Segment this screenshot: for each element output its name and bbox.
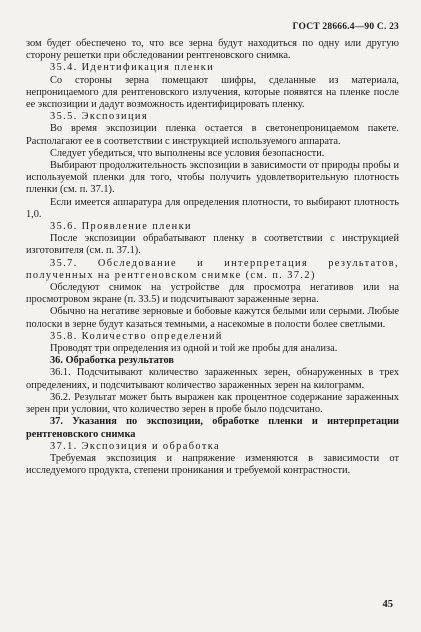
paragraph: зом будет обеспечено то, что все зерна будут находиться по одну или другую сторону решетки при обследовании рентгеновского снимка. (26, 38, 399, 62)
section-heading: 35.6. Проявление пленки (50, 221, 192, 233)
paragraph: 36.2. Результат может быть выражен как процентное содержание зараженных зерен при условии, что количество зерен в пробе было подсчитано. (26, 391, 399, 416)
paragraph: Обычно на негативе зерновые и бобовые кажутся белыми или серыми. Любые полоски в зерне будут казаться темными, а насекомые в полости более светлыми. (26, 306, 399, 330)
section-heading: 35.5. Экспозиция (50, 111, 149, 123)
section-heading: 35.4. Идентификация пленки (50, 62, 215, 74)
paragraph: Во время экспозиции пленка остается в светонепроницаемом пакете. Располагают ее в соответствии с инструкцией используемого аппарата. (26, 123, 399, 147)
section-heading: 35.7. Обследование и интерпретация результатов, полученных на рентгеновском снимке (см. п. 37.2) (26, 257, 399, 281)
section-heading: 35.8. Количество определений (50, 330, 223, 342)
section-heading: 37.1. Экспозиция и обработка (50, 440, 221, 452)
document-body (26, 38, 399, 477)
paragraph: Обследуют снимок на устройстве для просмотра негативов или на просмотровом экране (п. 33.5) и подсчитывают зараженные зерна. (26, 282, 399, 306)
paragraph: Следует убедиться, что выполнены все условия безопасности. (50, 147, 325, 159)
section-heading: 36. Обработка результатов (50, 355, 175, 367)
paragraph: Требуемая экспозиция и напряжение изменяются в зависимости от исследуемого продукта, степени проникания и требуемой контрастности. (26, 452, 399, 477)
page-number: 45 (382, 599, 393, 610)
paragraph: Со стороны зерна помещают шифры, сделанные из материала, непроницаемого для рентгеновского излучения, которые появятся на пленке после ее экспозиции и дадут возможность идентифицировать пленку. (26, 74, 399, 111)
section-heading: 37. Указания по экспозиции, обработке пленки и интерпретации рентгеновского снимка (26, 416, 399, 440)
page-header: ГОСТ 28666.4—90 С. 23 (292, 22, 399, 32)
paragraph: Проводят три определения из одной и той же пробы для анализа. (50, 343, 338, 355)
paragraph: Выбирают продолжительность экспозиции в зависимости от природы пробы и используемой пленки для того, чтобы получить удовлетворительную плотность пленки (см. п. 37.1). (26, 160, 399, 196)
paragraph: 36.1. Подсчитывают количество зараженных зерен, обнаруженных в трех определениях, и подсчитывают количество зараженных зерен на килограмм. (26, 367, 399, 391)
paragraph: Если имеется аппаратура для определения плотности, то выбирают плотность 1,0. (26, 196, 399, 220)
paragraph: После экспозиции обрабатывают пленку в соответствии с инструкцией изготовителя (см. п. 37.1). (26, 233, 399, 257)
